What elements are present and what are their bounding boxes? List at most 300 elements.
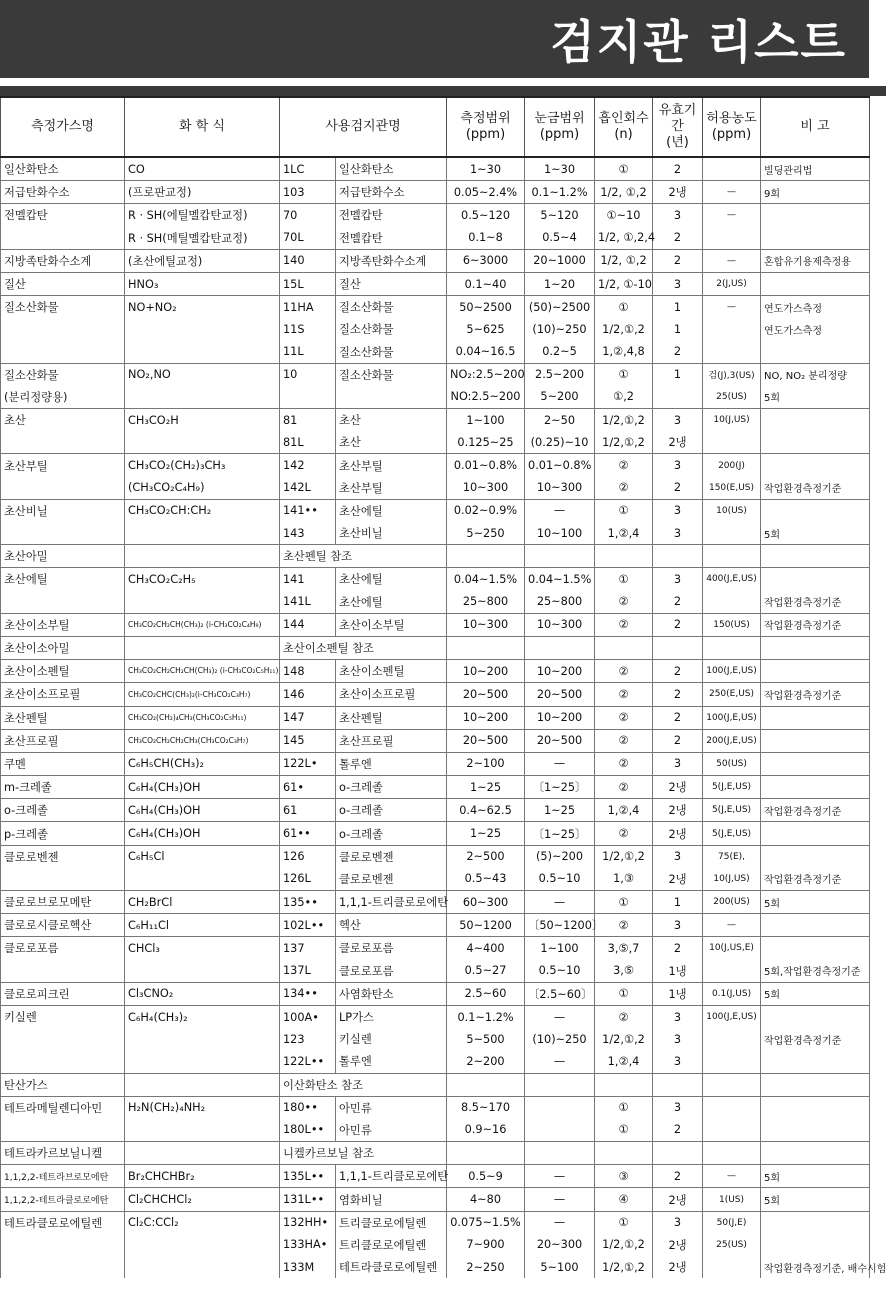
cell-gas-name: 테트라카르보닐니켈 (1, 1142, 125, 1165)
cell-tube-name: o-크레졸 (336, 799, 447, 822)
cell-remarks (761, 431, 870, 454)
cell-scale: 2~50 (525, 409, 595, 432)
cell-scale: 0.01~0.8% (525, 454, 595, 477)
cell-pump-strokes: ①~10 (595, 204, 653, 227)
cell-gas-name: 테트라메틸렌디아민 (1, 1096, 125, 1119)
cell-tube-name: 1,1,1-트리클로로에탄 (336, 1165, 447, 1188)
cell-limit (703, 1256, 761, 1278)
cell-scale (525, 1142, 595, 1165)
cell-pump-strokes: 1/2,①,2 (595, 845, 653, 868)
cell-scale: 10~300 (525, 613, 595, 636)
cell-limit: 0.1(J,US) (703, 982, 761, 1005)
cell-formula: Cl₂CHCHCl₂ (125, 1188, 280, 1211)
cell-formula: CO (125, 157, 280, 181)
cell-gas-name: 클로로피크린 (1, 982, 125, 1005)
cell-limit (703, 1073, 761, 1096)
cell-shelf-life: 2 (653, 706, 703, 729)
cell-pump-strokes: ② (595, 660, 653, 683)
cell-remarks (761, 227, 870, 250)
cell-scale (525, 545, 595, 568)
cell-limit: 5(J,E,US) (703, 776, 761, 799)
cell-range: 2~250 (447, 1256, 525, 1278)
cell-tube-name: 전멜캅탄 (336, 227, 447, 250)
cell-tube-name: 초산부틸 (336, 477, 447, 500)
cell-limit: 검(J),3(US) (703, 363, 761, 386)
cell-remarks (761, 341, 870, 364)
cell-shelf-life: 3 (653, 1050, 703, 1073)
cell-pump-strokes: 1/2, ①,2 (595, 249, 653, 272)
cell-limit: 5(J,E,US) (703, 822, 761, 845)
cell-gas-name: o-크레졸 (1, 799, 125, 822)
cell-formula: CH₂BrCl (125, 891, 280, 914)
cell-remarks (761, 706, 870, 729)
cell-formula: CH₃CO₂CH:CH₂ (125, 499, 280, 522)
cell-tube-name: 저급탄화수소 (336, 181, 447, 204)
cell-pump-strokes: ① (595, 296, 653, 319)
cell-gas-name: 테트라클로로에틸렌 (1, 1211, 125, 1234)
cell-note (761, 636, 870, 659)
cell-tube-code: 11L (280, 341, 336, 364)
cell-tube-code: 100A• (280, 1005, 336, 1028)
cell-scale: 0.04~1.5% (525, 568, 595, 591)
cell-tube-name: 일산화탄소 (336, 157, 447, 181)
table-row (1, 706, 870, 729)
cell-range: 10~200 (447, 660, 525, 683)
cell-tube-code: 142L (280, 477, 336, 500)
cell-remarks (761, 1050, 870, 1073)
cell-scale: (50)~2500 (525, 296, 595, 319)
cell-tube-name: 염화비닐 (336, 1188, 447, 1211)
cell-formula (125, 1256, 280, 1278)
cell-gas-name (1, 591, 125, 614)
cell-formula (125, 1119, 280, 1142)
table-row (1, 522, 870, 545)
cell-scale: — (525, 1050, 595, 1073)
cell-range (447, 1073, 525, 1096)
cell-gas-name: 초산 (1, 409, 125, 432)
cell-formula: (CH₃CO₂C₄H₉) (125, 477, 280, 500)
cell-tube-code: 145 (280, 729, 336, 752)
detector-tube-table (0, 96, 886, 1278)
cell-tube-code: 11HA (280, 296, 336, 319)
cell-tube-name: 초산 (336, 431, 447, 454)
cell-formula: C₆H₁₁Cl (125, 914, 280, 937)
cell-shelf-life: 2 (653, 1119, 703, 1142)
cell-tube-name: 아민류 (336, 1119, 447, 1142)
table-row (1, 409, 870, 432)
cell-formula: C₆H₅CH(CH₃)₂ (125, 752, 280, 775)
cell-formula: C₆H₄(CH₃)OH (125, 822, 280, 845)
cell-range: 1~25 (447, 776, 525, 799)
table-row (1, 982, 870, 1005)
cell-scale: 1~30 (525, 157, 595, 181)
cell-range: 60~300 (447, 891, 525, 914)
cell-formula (125, 341, 280, 364)
cell-pump-strokes: 1,②,4 (595, 522, 653, 545)
cell-pump-strokes: ② (595, 776, 653, 799)
cell-pump-strokes: ② (595, 477, 653, 500)
cell-remarks: 5회 (761, 982, 870, 1005)
cell-range: 1~30 (447, 157, 525, 181)
table-header-row (1, 97, 870, 157)
cell-shelf-life: 2냉 (653, 181, 703, 204)
cell-range: 0.1~1.2% (447, 1005, 525, 1028)
cell-scale: (5)~200 (525, 845, 595, 868)
table-row (1, 752, 870, 775)
cell-remarks: 5회,작업환경측정기준 (761, 960, 870, 983)
cell-limit: 50(US) (703, 752, 761, 775)
cell-scale (525, 1073, 595, 1096)
cell-shelf-life: 1냉 (653, 960, 703, 983)
cell-gas-name (1, 1028, 125, 1050)
cell-limit: — (703, 296, 761, 319)
cell-tube-name: 클로로벤젠 (336, 845, 447, 868)
cell-gas-name: 초산아밀 (1, 545, 125, 568)
cell-pump-strokes: ①,2 (595, 386, 653, 409)
cell-formula (125, 545, 280, 568)
cell-remarks (761, 568, 870, 591)
cell-tube-name: 키실렌 (336, 1028, 447, 1050)
cell-pump-strokes: 1,③ (595, 868, 653, 891)
cell-gas-name (1, 1234, 125, 1256)
cell-gas-name (1, 341, 125, 364)
cell-limit (703, 960, 761, 983)
cell-formula: HNO₃ (125, 272, 280, 295)
table-row (1, 1005, 870, 1028)
cell-shelf-life: 2 (653, 613, 703, 636)
cell-pump-strokes: 3,⑤ (595, 960, 653, 983)
cell-remarks (761, 914, 870, 937)
cell-tube-code: 132HH• (280, 1211, 336, 1234)
header-tube-name: 사용검지관명 (280, 97, 447, 157)
cell-scale: (10)~250 (525, 318, 595, 340)
cell-shelf-life: 3 (653, 1005, 703, 1028)
cell-limit (703, 522, 761, 545)
cell-remarks (761, 272, 870, 295)
cell-gas-name: 초산비닐 (1, 499, 125, 522)
cell-formula: C₆H₄(CH₃)₂ (125, 1005, 280, 1028)
cell-shelf-life: 1냉 (653, 982, 703, 1005)
cell-range: 6~3000 (447, 249, 525, 272)
cell-tube-code: 137L (280, 960, 336, 983)
cell-tube-name: o-크레졸 (336, 776, 447, 799)
cell-limit: 75(E), (703, 845, 761, 868)
cell-shelf-life: 3 (653, 499, 703, 522)
tube-list-table-wrap (0, 96, 886, 1278)
cell-shelf-life: 2 (653, 249, 703, 272)
cell-limit: — (703, 1165, 761, 1188)
cell-tube-code: 135L•• (280, 1165, 336, 1188)
table-row (1, 1142, 870, 1165)
cell-remarks (761, 845, 870, 868)
cell-shelf-life: 2 (653, 937, 703, 960)
cell-remarks: 연도가스측정 (761, 318, 870, 340)
cell-remarks (761, 499, 870, 522)
cell-tube-name: 초산이소부틸 (336, 613, 447, 636)
cell-tube-code: 126 (280, 845, 336, 868)
cell-gas-name (1, 1050, 125, 1073)
cell-limit: — (703, 914, 761, 937)
cell-shelf-life: 3 (653, 914, 703, 937)
table-row (1, 296, 870, 319)
cell-formula: CH₃CO₂C₂H₅ (125, 568, 280, 591)
cell-pump-strokes: 1,②,4 (595, 1050, 653, 1073)
cell-note (761, 1142, 870, 1165)
cell-reference: 이산화탄소 참조 (280, 1073, 447, 1096)
cell-scale: 〔2.5~60〕 (525, 982, 595, 1005)
cell-gas-name (1, 227, 125, 250)
cell-pump-strokes: ② (595, 914, 653, 937)
cell-tube-code: 148 (280, 660, 336, 683)
cell-range: 2.5~60 (447, 982, 525, 1005)
cell-tube-name: LP가스 (336, 1005, 447, 1028)
cell-range: 0.075~1.5% (447, 1211, 525, 1234)
header-formula: 화 학 식 (125, 97, 280, 157)
cell-tube-code: 61• (280, 776, 336, 799)
cell-remarks: 5회 (761, 522, 870, 545)
table-row (1, 1028, 870, 1050)
cell-range: 2~100 (447, 752, 525, 775)
cell-gas-name: 초산이소아밀 (1, 636, 125, 659)
cell-shelf-life: 2 (653, 341, 703, 364)
cell-gas-name (1, 960, 125, 983)
cell-range: 0.1~8 (447, 227, 525, 250)
cell-reference: 초산펜틸 참조 (280, 545, 447, 568)
cell-shelf-life: 1 (653, 891, 703, 914)
cell-tube-name: 클로로포름 (336, 960, 447, 983)
cell-tube-name (336, 386, 447, 409)
cell-formula (125, 318, 280, 340)
cell-range (447, 1142, 525, 1165)
cell-shelf-life (653, 386, 703, 409)
cell-formula (125, 1142, 280, 1165)
cell-limit (703, 1142, 761, 1165)
cell-scale: 25~800 (525, 591, 595, 614)
table-row (1, 227, 870, 250)
cell-pump-strokes: 1,②,4,8 (595, 341, 653, 364)
cell-gas-name: 클로로브로모메탄 (1, 891, 125, 914)
cell-tube-name: 트리클로로에틸렌 (336, 1234, 447, 1256)
cell-formula (125, 868, 280, 891)
cell-remarks: 작업환경측정기준 (761, 1028, 870, 1050)
cell-formula: CH₃CO₂CH₂CH(CH₃)₂ (i-CH₃CO₂C₄H₉) (125, 613, 280, 636)
table-row (1, 1096, 870, 1119)
cell-tube-name: 1,1,1-트리클로로에탄 (336, 891, 447, 914)
cell-tube-name: 초산펜틸 (336, 706, 447, 729)
cell-pump-strokes: ① (595, 1096, 653, 1119)
cell-shelf-life: 3 (653, 272, 703, 295)
cell-scale: 5~200 (525, 386, 595, 409)
cell-shelf-life: 3 (653, 845, 703, 868)
cell-range: 0.01~0.8% (447, 454, 525, 477)
cell-tube-name: 질산 (336, 272, 447, 295)
table-row (1, 1188, 870, 1211)
cell-tube-name: 톨루엔 (336, 752, 447, 775)
cell-gas-name (1, 1256, 125, 1278)
cell-tube-code: 61 (280, 799, 336, 822)
cell-remarks (761, 1211, 870, 1234)
cell-scale (525, 1119, 595, 1142)
cell-range: 0.9~16 (447, 1119, 525, 1142)
cell-gas-name: 쿠멘 (1, 752, 125, 775)
cell-scale: 0.1~1.2% (525, 181, 595, 204)
cell-formula: CH₃CO₂(CH₂)₃CH₃ (125, 454, 280, 477)
cell-gas-name: 질산 (1, 272, 125, 295)
cell-shelf-life: 3 (653, 752, 703, 775)
cell-gas-name: 초산부틸 (1, 454, 125, 477)
cell-gas-name: 키실렌 (1, 1005, 125, 1028)
table-row (1, 799, 870, 822)
cell-formula (125, 386, 280, 409)
cell-scale: 20~500 (525, 729, 595, 752)
table-row (1, 1050, 870, 1073)
cell-limit (703, 341, 761, 364)
cell-remarks: 혼합유기용제측정용 (761, 249, 870, 272)
table-row (1, 960, 870, 983)
cell-remarks: 작업환경측정기준 (761, 477, 870, 500)
cell-scale: 1~20 (525, 272, 595, 295)
table-row (1, 1073, 870, 1096)
cell-scale: 〔1~25〕 (525, 776, 595, 799)
cell-tube-code: 180•• (280, 1096, 336, 1119)
cell-shelf-life: 2 (653, 591, 703, 614)
cell-limit: 200(J) (703, 454, 761, 477)
cell-tube-name: 초산 (336, 409, 447, 432)
cell-range (447, 636, 525, 659)
cell-gas-name: 지방족탄화수소계 (1, 249, 125, 272)
table-body (1, 157, 886, 1278)
cell-remarks (761, 409, 870, 432)
table-row (1, 545, 870, 568)
cell-scale: 10~200 (525, 706, 595, 729)
cell-range: 0.04~16.5 (447, 341, 525, 364)
cell-shelf-life: 2냉 (653, 822, 703, 845)
cell-shelf-life: 3 (653, 204, 703, 227)
cell-formula: C₆H₄(CH₃)OH (125, 799, 280, 822)
cell-gas-name: 질소산화물 (1, 296, 125, 319)
table-row (1, 341, 870, 364)
cell-scale: 5~120 (525, 204, 595, 227)
cell-range: NO₂:2.5~200 (447, 363, 525, 386)
cell-note (761, 1073, 870, 1096)
cell-formula: NO+NO₂ (125, 296, 280, 319)
cell-remarks: 작업환경측정기준 (761, 613, 870, 636)
cell-range: 1~100 (447, 409, 525, 432)
cell-tube-code: 180L•• (280, 1119, 336, 1142)
cell-tube-name: 초산프로필 (336, 729, 447, 752)
cell-range: 4~400 (447, 937, 525, 960)
cell-remarks: 작업환경측정기준 (761, 799, 870, 822)
cell-remarks (761, 454, 870, 477)
cell-gas-name (1, 1119, 125, 1142)
cell-reference: 니켈카르보닐 참조 (280, 1142, 447, 1165)
cell-pump-strokes: 1/2,①,2 (595, 409, 653, 432)
cell-remarks (761, 204, 870, 227)
table-row (1, 591, 870, 614)
cell-tube-name: 클로로벤젠 (336, 868, 447, 891)
header-shelf-life: 유효기간 (년) (653, 97, 703, 157)
cell-scale: — (525, 1211, 595, 1234)
cell-range: 0.5~120 (447, 204, 525, 227)
header-remarks: 비 고 (761, 97, 870, 157)
cell-scale: 0.5~10 (525, 868, 595, 891)
cell-pump-strokes: 1/2, ①,2,4 (595, 227, 653, 250)
cell-shelf-life: 3 (653, 1211, 703, 1234)
cell-limit (703, 318, 761, 340)
cell-limit: 2(J,US) (703, 272, 761, 295)
table-row (1, 249, 870, 272)
cell-tube-code: 135•• (280, 891, 336, 914)
cell-limit: 1(US) (703, 1188, 761, 1211)
cell-scale: 20~500 (525, 683, 595, 706)
cell-shelf-life: 2 (653, 660, 703, 683)
cell-tube-code: 144 (280, 613, 336, 636)
cell-formula (125, 1028, 280, 1050)
cell-pump-strokes: 1/2, ①,2 (595, 181, 653, 204)
table-row (1, 613, 870, 636)
table-row (1, 499, 870, 522)
cell-gas-name: 탄산가스 (1, 1073, 125, 1096)
cell-formula: CH₃CO₂CH₂CH₂CH(CH₃)₂ (i-CH₃CO₂C₅H₁₁) (125, 660, 280, 683)
table-row (1, 891, 870, 914)
cell-range: 5~250 (447, 522, 525, 545)
cell-limit: 10(US) (703, 499, 761, 522)
cell-tube-code: 134•• (280, 982, 336, 1005)
cell-range: 0.5~43 (447, 868, 525, 891)
cell-tube-code: 131L•• (280, 1188, 336, 1211)
cell-gas-name: m-크레졸 (1, 776, 125, 799)
cell-tube-name: 클로로포름 (336, 937, 447, 960)
cell-range (447, 545, 525, 568)
cell-remarks (761, 660, 870, 683)
cell-tube-name: 아민류 (336, 1096, 447, 1119)
cell-shelf-life: 2냉 (653, 776, 703, 799)
table-row (1, 729, 870, 752)
table-row (1, 683, 870, 706)
cell-scale: 10~100 (525, 522, 595, 545)
cell-limit: — (703, 181, 761, 204)
cell-shelf-life: 3 (653, 568, 703, 591)
cell-life (653, 545, 703, 568)
cell-tube-code: 102L•• (280, 914, 336, 937)
cell-limit: 250(E,US) (703, 683, 761, 706)
cell-limit: 100(J,E,US) (703, 660, 761, 683)
cell-formula (125, 591, 280, 614)
cell-formula (125, 431, 280, 454)
cell-tube-code: 140 (280, 249, 336, 272)
cell-formula: (프로판교정) (125, 181, 280, 204)
cell-scale: — (525, 1005, 595, 1028)
cell-limit: — (703, 249, 761, 272)
cell-scale: — (525, 499, 595, 522)
cell-shelf-life: 3 (653, 1028, 703, 1050)
cell-range: 10~300 (447, 613, 525, 636)
cell-tube-name: 초산에틸 (336, 568, 447, 591)
cell-gas-name: 초산이소부틸 (1, 613, 125, 636)
cell-tube-name: 질소산화물 (336, 363, 447, 386)
cell-remarks: NO, NO₂ 분리정량 (761, 363, 870, 386)
cell-tube-code: 122L•• (280, 1050, 336, 1073)
cell-scale: 〔50~1200〕 (525, 914, 595, 937)
cell-tube-code: 137 (280, 937, 336, 960)
cell-gas-name: 저급탄화수소 (1, 181, 125, 204)
cell-formula: R · SH(메틸멜캅탄교정) (125, 227, 280, 250)
cell-pump-strokes: ① (595, 982, 653, 1005)
cell-pump-strokes: ① (595, 1119, 653, 1142)
cell-limit: 150(E,US) (703, 477, 761, 500)
cell-tube-code: 81 (280, 409, 336, 432)
cell-limit: 25(US) (703, 1234, 761, 1256)
